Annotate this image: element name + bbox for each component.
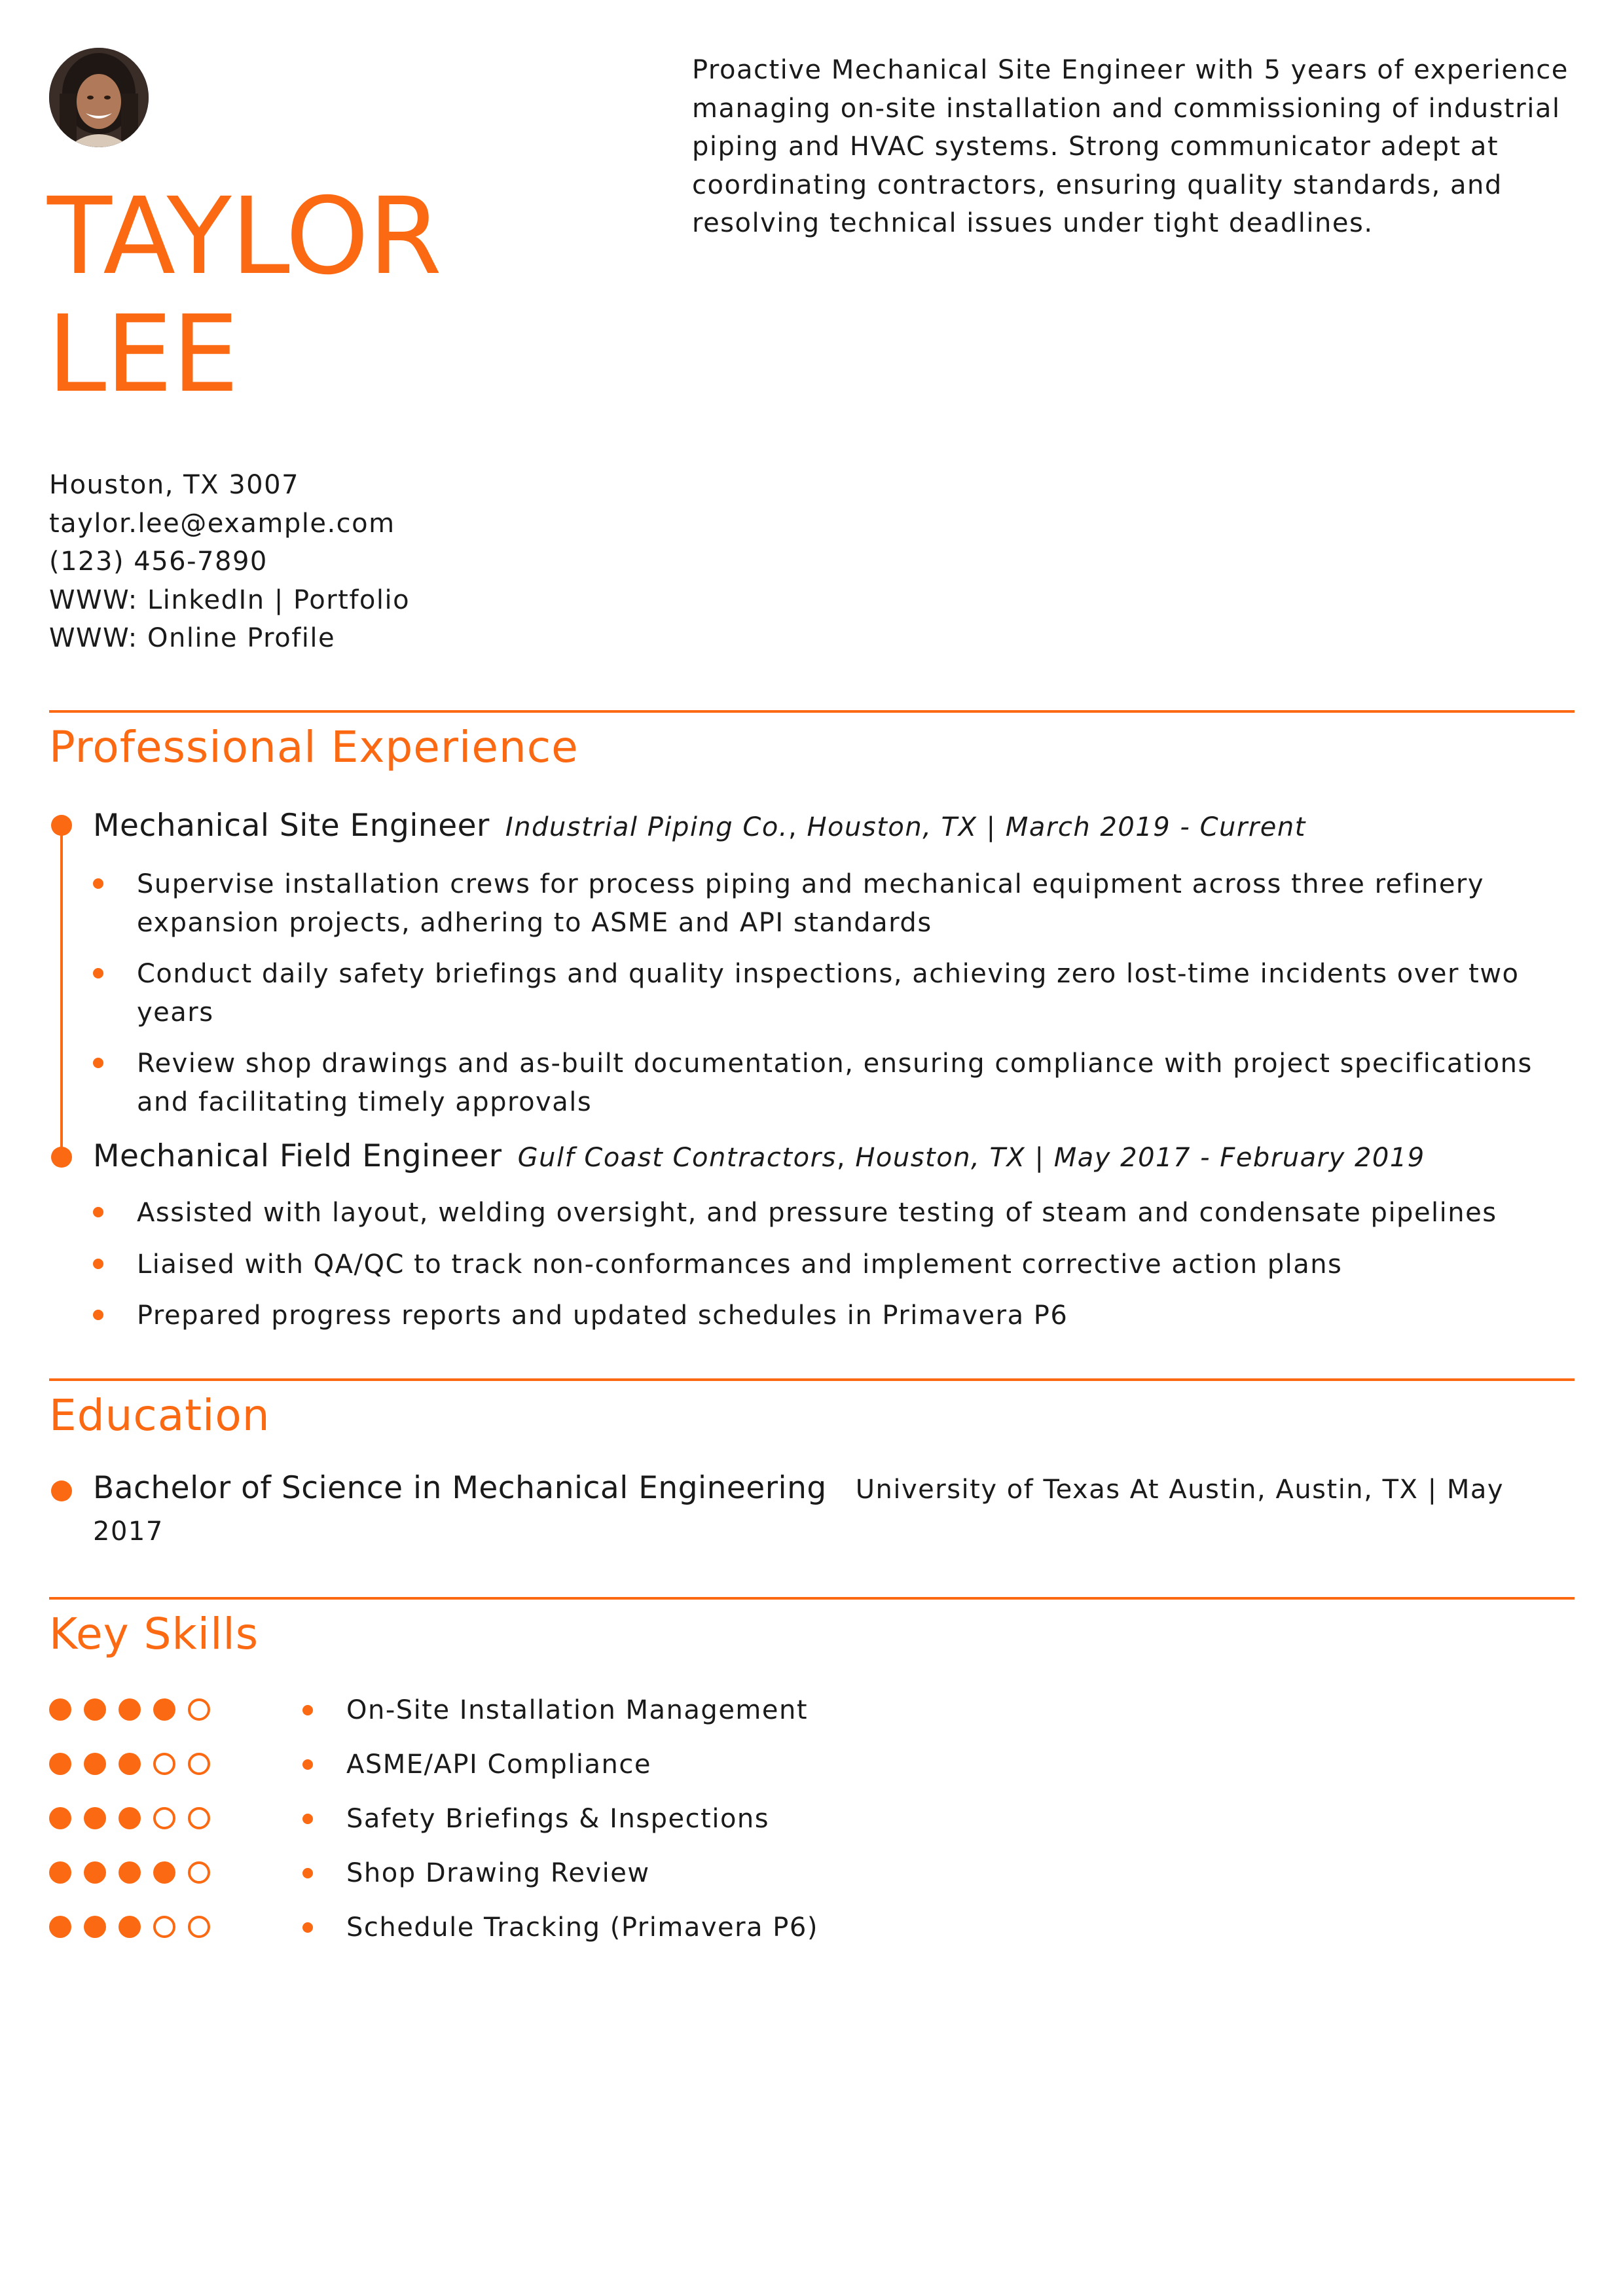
- bullet-text: Conduct daily safety briefings and quality inspections, achieving zero lost-time incidents over two years: [137, 959, 1520, 1028]
- list-item: [93, 1194, 1586, 1232]
- skills-heading: Key Skills: [49, 1609, 259, 1659]
- bullet-icon: [302, 1814, 313, 1824]
- bullet-icon: [93, 1207, 103, 1217]
- experience-heading: Professional Experience: [49, 722, 579, 772]
- rating-dot-filled: [84, 1861, 106, 1884]
- education-entry: Bachelor of Science in Mechanical Engineering University of Texas At Austin, Austin, TX | May 2017: [93, 1470, 1504, 1547]
- bullet-icon: [93, 1058, 103, 1068]
- rating-dot-empty: [153, 1753, 175, 1775]
- degree-title: Bachelor of Science in Mechanical Engineering: [93, 1470, 827, 1506]
- rating-dot-filled: [49, 1916, 71, 1938]
- rating-dot-empty: [153, 1916, 175, 1938]
- bullet-icon: [93, 1310, 103, 1320]
- list-item: [93, 865, 1586, 942]
- job-location: Houston, TX: [807, 812, 977, 842]
- bullet-text: Liaised with QA/QC to track non-conformances and implement corrective action plans: [137, 1249, 1343, 1280]
- job-dates: March 2019 - Current: [1005, 812, 1306, 842]
- contact-location: Houston, TX 3007: [49, 470, 300, 500]
- rating-dot-filled: [119, 1807, 141, 1829]
- skill-label: Shop Drawing Review: [346, 1858, 650, 1888]
- bullet-icon: [302, 1868, 313, 1878]
- bullet-icon: [93, 878, 103, 889]
- bullet-icon: [302, 1759, 313, 1770]
- skill-label: ASME/API Compliance: [346, 1749, 651, 1780]
- bullet-text: Assisted with layout, welding oversight, and pressure testing of steam and condensate pipelines: [137, 1198, 1497, 1228]
- rating-dot-filled: [49, 1698, 71, 1721]
- rating-dot-filled: [49, 1807, 71, 1829]
- skill-rating: [49, 1807, 223, 1829]
- timeline-dot: [51, 1480, 72, 1501]
- rating-dot-empty: [188, 1861, 210, 1884]
- rating-dot-empty: [188, 1698, 210, 1721]
- job-bullets: [93, 1194, 1586, 1348]
- section-divider: [49, 1597, 1575, 1600]
- rating-dot-filled: [153, 1698, 175, 1721]
- job-title: Mechanical Site Engineer: [93, 808, 490, 844]
- rating-dot-filled: [119, 1861, 141, 1884]
- job-company: Industrial Piping Co.: [505, 812, 789, 842]
- rating-dot-filled: [84, 1698, 106, 1721]
- section-divider: [49, 1378, 1575, 1381]
- job-header: [93, 806, 1306, 847]
- skill-label: On-Site Installation Management: [346, 1695, 809, 1725]
- timeline-dot: [51, 815, 72, 836]
- bullet-text: Review shop drawings and as-built documentation, ensuring compliance with project specifications and facilitating timely approvals: [137, 1049, 1533, 1117]
- experience-timeline: [60, 826, 63, 1153]
- professional-summary: Proactive Mechanical Site Engineer with 5 years of experience managing on-site installation and commissioning of industrial piping and HVAC systems. Strong communicator adept at coordinating contractors, ensuring quality standards, and resolving technical issues under tight deadlines.: [692, 55, 1569, 238]
- graduation-date: May 2017: [93, 1475, 1504, 1547]
- contact-info: [49, 466, 410, 658]
- job-company: Gulf Coast Contractors: [517, 1143, 837, 1173]
- skill-rating: [49, 1916, 223, 1938]
- rating-dot-filled: [84, 1916, 106, 1938]
- contact-links[interactable]: WWW: LinkedIn | Portfolio: [49, 584, 410, 615]
- skill-rating: [49, 1753, 223, 1775]
- job-meta: Industrial Piping Co., Houston, TX | March 2019 - Current: [505, 812, 1306, 842]
- job-location: Houston, TX: [855, 1143, 1026, 1173]
- skill-rating: [49, 1861, 223, 1884]
- bullet-icon: [93, 968, 103, 978]
- name-first: TAYLOR: [47, 175, 442, 298]
- candidate-name: [47, 175, 442, 416]
- list-item: [93, 955, 1586, 1031]
- school-name: University of Texas At Austin, Austin, TX: [855, 1475, 1419, 1505]
- portrait-image: [49, 48, 149, 147]
- rating-dot-filled: [153, 1861, 175, 1884]
- list-item: [93, 1297, 1586, 1335]
- bullet-icon: [302, 1705, 313, 1715]
- education-heading: Education: [49, 1390, 270, 1441]
- rating-dot-empty: [188, 1753, 210, 1775]
- rating-dot-filled: [119, 1916, 141, 1938]
- job-header: [93, 1137, 1425, 1177]
- job-meta: Gulf Coast Contractors, Houston, TX | May 2017 - February 2019: [517, 1143, 1425, 1173]
- job-dates: May 2017 - February 2019: [1053, 1143, 1425, 1173]
- timeline-dot: [51, 1147, 72, 1168]
- rating-dot-empty: [188, 1916, 210, 1938]
- rating-dot-filled: [49, 1753, 71, 1775]
- rating-dot-filled: [119, 1753, 141, 1775]
- job-bullets: [93, 865, 1586, 1134]
- bullet-icon: [302, 1922, 313, 1933]
- bullet-text: Supervise installation crews for process piping and mechanical equipment across three refinery expansion projects, adhering to ASME and API standards: [137, 869, 1485, 938]
- rating-dot-filled: [84, 1807, 106, 1829]
- contact-email[interactable]: taylor.lee@example.com: [49, 508, 395, 539]
- rating-dot-filled: [84, 1753, 106, 1775]
- list-item: [93, 1246, 1586, 1284]
- skill-rating: [49, 1698, 223, 1721]
- skill-label: Schedule Tracking (Primavera P6): [346, 1912, 818, 1943]
- section-divider: [49, 710, 1575, 713]
- rating-dot-filled: [119, 1698, 141, 1721]
- rating-dot-empty: [153, 1807, 175, 1829]
- contact-phone: (123) 456-7890: [49, 547, 268, 577]
- skill-label: Safety Briefings & Inspections: [346, 1804, 770, 1834]
- rating-dot-empty: [188, 1807, 210, 1829]
- bullet-text: Prepared progress reports and updated schedules in Primavera P6: [137, 1300, 1068, 1331]
- rating-dot-filled: [49, 1861, 71, 1884]
- name-last: LEE: [47, 293, 238, 416]
- bullet-icon: [93, 1259, 103, 1269]
- list-item: [93, 1045, 1586, 1121]
- profile-photo: [49, 48, 149, 147]
- job-title: Mechanical Field Engineer: [93, 1138, 502, 1174]
- contact-online-profile[interactable]: WWW: Online Profile: [49, 623, 336, 653]
